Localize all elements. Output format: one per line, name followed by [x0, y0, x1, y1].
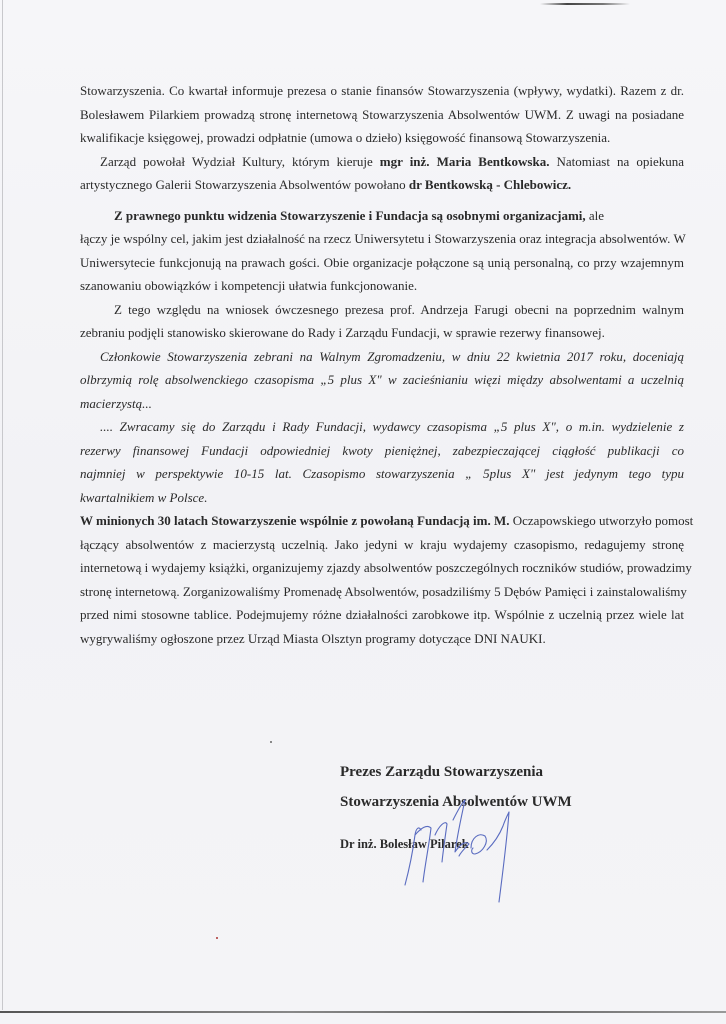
- text-line: stronę internetową. Zorganizowaliśmy Promenadę Absolwentów, posadziliśmy 5 Dębów Pamięci i zainstalowaliśmy: [80, 583, 687, 599]
- signature-stroke: [453, 800, 469, 856]
- quote-line: rezerwy finansowej Fundacji odpowiedniej kwoty pieniężnej, zabezpieczającej ciągłość publikacji co: [80, 442, 684, 458]
- bold-statement: W minionych 30 latach Stowarzyszenie wspólnie z powołaną Fundacją im. M.: [80, 513, 510, 528]
- organization-name: Stowarzyszenia Absolwentów UWM: [340, 794, 572, 810]
- text-line: Z tego względu na wniosek ówczesnego prezesa prof. Andrzeja Farugi obecni na poprzednim walnym: [114, 301, 684, 317]
- bold-name: dr Bentkowską - Chlebowicz.: [408, 177, 572, 192]
- quote-line: .... Zwracamy się do Zarządu i Rady Fundacji, wydawcy czasopisma „5 plus X", o m.in. wydzielenie z: [100, 419, 684, 434]
- text-line: W minionych 30 latach Stowarzyszenie wspólnie z powołaną Fundacją im. M. Oczapowskiego utworzyło pomost: [80, 513, 694, 528]
- handwritten-signature: [395, 790, 535, 910]
- text-line: zebraniu podjęli stanowisko skierowane do Rady i Zarządu Fundacji, w sprawie rezerwy finansowej.: [80, 325, 605, 340]
- speck: [270, 741, 272, 743]
- text-line: Stowarzyszenia. Co kwartał informuje prezesa o stanie finansów Stowarzyszenia (wpływy, wydatki). Razem z dr.: [80, 83, 684, 98]
- document-body: [80, 79, 694, 650]
- signature-stroke: [415, 826, 431, 882]
- text-line: szanowaniu obowiązków i kompetencji ułatwia funkcjonowanie.: [80, 278, 418, 293]
- quote-line: macierzystą...: [80, 395, 152, 411]
- text-line: przed nimi stosowne tablice. Podejmujemy różne działalności zarobkowe itp. Wspólnie z uczelnią przez wiele lat: [80, 607, 684, 622]
- signatory-title: Prezes Zarządu Stowarzyszenia: [340, 764, 544, 780]
- bold-statement: Z prawnego punktu widzenia Stowarzyszenie i Fundacja są osobnymi organizacjami,: [114, 207, 586, 223]
- signature-stroke: [435, 823, 447, 862]
- text-line: Uniwersytecie funkcjonują na prawach gości. Obie organizacje połączone są unią personalną, co przy wzajemnym: [80, 254, 684, 270]
- text-line: wygrywaliśmy ogłoszone przez Urząd Miasta Olsztyn programy dotyczące DNI NAUKI.: [80, 630, 546, 646]
- quote-line: kwartalnikiem w Polsce.: [80, 489, 208, 505]
- bold-name: mgr inż. Maria Bentkowska.: [379, 153, 550, 169]
- scan-edge-left: [2, 0, 3, 1010]
- signature-stroke: [471, 835, 486, 854]
- quote-line: Członkowie Stowarzyszenia zebrani na Walnym Zgromadzeniu, w dniu 22 kwietnia 2017 roku, doceniają: [100, 348, 684, 364]
- text-line: Bolesławem Pilarkiem prowadzą stronę internetową Stowarzyszenia Absolwentów UWM. Z uwagi na posiadane: [80, 106, 684, 122]
- text-line: artystycznego Galerii Stowarzyszenia Absolwentów powołano dr Bentkowską - Chlebowicz.: [80, 177, 572, 192]
- text-line: Z prawnego punktu widzenia Stowarzyszenie i Fundacja są osobnymi organizacjami, ale: [114, 207, 605, 223]
- signature-stroke: [405, 828, 421, 885]
- quote-line: najmniej w perspektywie 10-15 lat. Czasopismo stowarzyszenia „ 5plus X" jest jedynym tego typu: [80, 466, 684, 481]
- signatory-name: Dr inż. Bolesław Pilarek: [340, 837, 469, 851]
- text-line: kwalifikacje księgowej, prowadzi odpłatnie (umowa o dzieło) księgowość finansową Stowarzyszenia.: [80, 130, 611, 145]
- text-line: Zarząd powołał Wydział Kultury, którym kieruje mgr inż. Maria Bentkowska. Natomiast na opiekuna: [100, 153, 684, 169]
- signature-stroke: [487, 812, 509, 902]
- text-line: łączy je wspólny cel, jakim jest działalność na rzecz Uniwersytetu i Stowarzyszenia oraz integracja absolwentów. W: [80, 231, 686, 246]
- scan-edge-top: [540, 3, 630, 5]
- scan-edge-bottom: [0, 1011, 726, 1013]
- quote-line: olbrzymią rolę absolwenckiego czasopisma „5 plus X" w zacieśnianiu więzi między absolwentami a uczelnią: [80, 372, 684, 387]
- text-line: łączący absolwentów z macierzystą uczelnią. Jako jedyni w kraju wydajemy czasopismo, redagujemy stronę: [80, 536, 684, 552]
- text-line: internetową i wydajemy książki, organizujemy zjazdy absolwentów poszczególnych roczników studiów, prowadzimy: [80, 560, 692, 575]
- speck: [216, 937, 218, 939]
